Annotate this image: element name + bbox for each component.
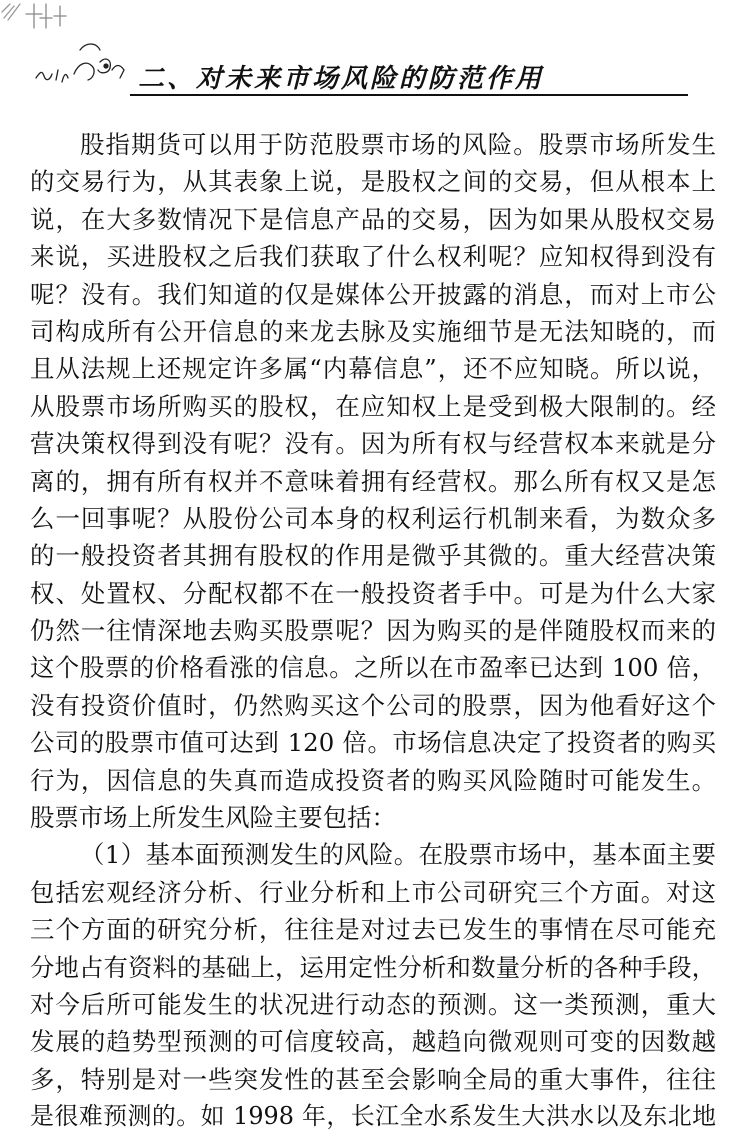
text-line: 是很难预测的。如 1998 年，长江全水系发生大洪水以及东北地 (30, 1102, 716, 1131)
body-text (30, 126, 716, 1136)
text-line: 行为，因信息的失真而造成投资者的购买风险随时可能发生。 (30, 765, 716, 795)
text-line: 这个股票的价格看涨的信息。之所以在市盈率已达到 100 倍， (30, 653, 716, 683)
text-line: 股指期货可以用于防范股票市场的风险。股票市场所发生 (80, 130, 716, 159)
text-line: 发展的趋势型预测的可信度较高，越趋向微观则可变的因数越 (30, 1027, 716, 1057)
decorative-header-ornament (0, 0, 150, 100)
text-line: 公司的股票市值可达到 120 倍。市场信息决定了投资者的购买 (30, 728, 716, 758)
section-heading: 二、对未来市场风险的防范作用 (138, 64, 545, 94)
text-line: 么一回事呢？从股份公司本身的权利运行机制来看，为数众多 (30, 503, 716, 533)
text-line: 仍然一往情深地去购买股票呢？因为购买的是伴随股权而来的 (30, 616, 716, 646)
heading-underline (130, 94, 688, 96)
text-line: 没有投资价值时，仍然购买这个公司的股票，因为他看好这个 (30, 690, 716, 720)
text-line: 呢？没有。我们知道的仅是媒体公开披露的消息，而对上市公 (30, 279, 716, 309)
text-line: 分地占有资料的基础上，运用定性分析和数量分析的各种手段， (30, 952, 716, 982)
text-line: 权、处置权、分配权都不在一般投资者手中。可是为什么大家 (30, 578, 716, 608)
text-line: 三个方面的研究分析，往往是对过去已发生的事情在尽可能充 (30, 915, 716, 945)
text-line: 的一般投资者其拥有股权的作用是微乎其微的。重大经营决策 (30, 541, 716, 571)
text-line: 对今后所可能发生的状况进行动态的预测。这一类预测，重大 (30, 989, 716, 1019)
text-line: 且从法规上还规定许多属“内幕信息”，还不应知晓。所以说， (30, 354, 716, 384)
text-line: 司构成所有公开信息的来龙去脉及实施细节是无法知晓的，而 (30, 316, 716, 346)
text-line: （1）基本面预测发生的风险。在股票市场中，基本面主要 (80, 840, 716, 870)
text-line: 离的，拥有所有权并不意味着拥有经营权。那么所有权又是怎 (30, 466, 716, 496)
section-heading-block (130, 52, 690, 98)
text-line: 的交易行为，从其表象上说，是股权之间的交易，但从根本上 (30, 167, 716, 197)
text-line: 包括宏观经济分析、行业分析和上市公司研究三个方面。对这 (30, 877, 716, 907)
text-line: 营决策权得到没有呢？没有。因为所有权与经营权本来就是分 (30, 429, 716, 459)
text-line: 多，特别是对一些突发性的甚至会影响全局的重大事件，往往 (30, 1064, 716, 1094)
text-line: 来说，买进股权之后我们获取了什么权利呢？应知权得到没有 (30, 242, 716, 272)
text-line: 从股票市场所购买的股权，在应知权上是受到极大限制的。经 (30, 391, 716, 421)
text-line: 说，在大多数情况下是信息产品的交易，因为如果从股权交易 (30, 204, 716, 234)
text-line: 股票市场上所发生风险主要包括： (30, 803, 396, 833)
